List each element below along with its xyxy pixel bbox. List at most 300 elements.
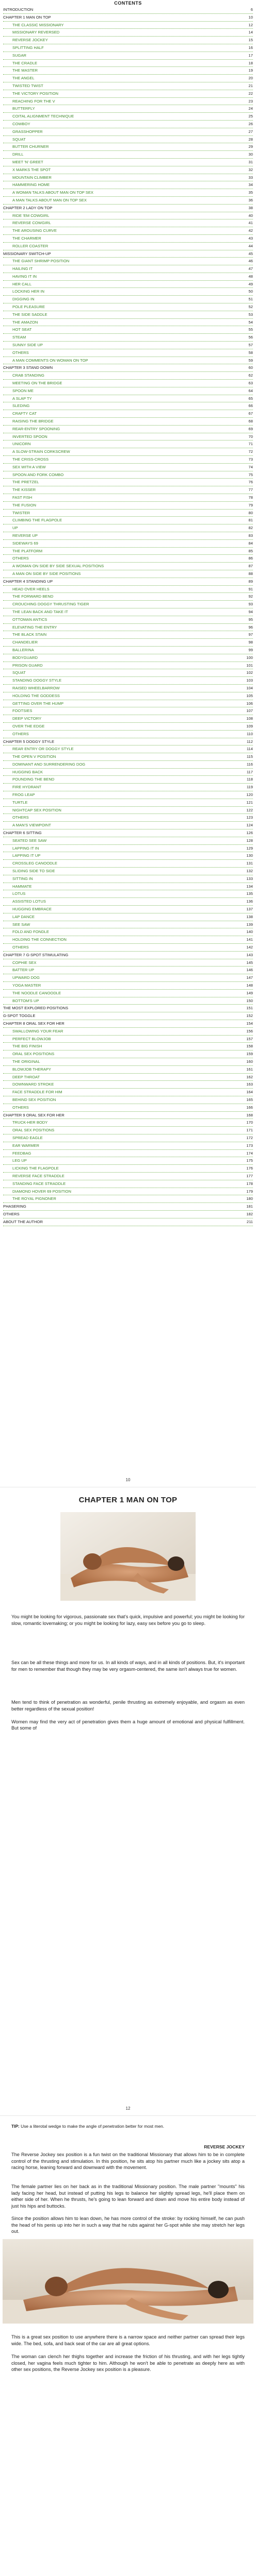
toc-subentry[interactable] bbox=[3, 258, 253, 265]
toc-subentry[interactable] bbox=[3, 159, 253, 166]
toc-entry-page: 122 bbox=[245, 807, 253, 814]
toc-entry-page: 108 bbox=[245, 715, 253, 722]
toc-subentry[interactable] bbox=[3, 273, 253, 281]
toc-subentry[interactable] bbox=[3, 181, 253, 189]
toc-entry-page: 32 bbox=[247, 166, 253, 174]
toc-subentry[interactable] bbox=[3, 265, 253, 273]
toc-entry-title: CHAPTER 9 ORAL SEX FOR HER bbox=[3, 1113, 66, 1117]
toc-subentry[interactable] bbox=[3, 570, 253, 578]
toc-subentry[interactable] bbox=[3, 753, 253, 761]
toc-subentry[interactable] bbox=[3, 928, 253, 936]
toc-subentry[interactable] bbox=[3, 212, 253, 220]
toc-chapter-entry[interactable] bbox=[3, 1005, 253, 1012]
toc-subentry[interactable] bbox=[3, 624, 253, 632]
toc-chapter-entry[interactable] bbox=[3, 829, 253, 837]
toc-subentry[interactable] bbox=[3, 669, 253, 677]
toc-entry-title: CLIMBING THE FLAGPOLE bbox=[12, 518, 63, 522]
toc-entry-title: UNICORN bbox=[12, 442, 32, 446]
toc-entry-title: CRAFTY CAT bbox=[12, 411, 38, 416]
toc-entry-title: SITTING IN bbox=[12, 876, 35, 881]
toc-entry-title: REAR ENTRY OR DOGGY STYLE bbox=[12, 747, 75, 751]
toc-entry-page: 55 bbox=[247, 326, 253, 333]
toc-subentry[interactable] bbox=[3, 1058, 253, 1066]
toc-subentry[interactable] bbox=[3, 868, 253, 875]
toc-subentry[interactable] bbox=[3, 1066, 253, 1074]
toc-entry-title: BUTTERFLY bbox=[12, 106, 37, 111]
toc-subentry[interactable] bbox=[3, 22, 253, 29]
toc-list bbox=[3, 6, 253, 1226]
toc-subentry[interactable] bbox=[3, 288, 253, 296]
toc-entry-page: 96 bbox=[247, 624, 253, 631]
toc-subentry[interactable] bbox=[3, 791, 253, 799]
toc-entry-title: SUGAR bbox=[12, 53, 28, 58]
toc-entry-page: 160 bbox=[245, 1058, 253, 1065]
toc-subentry[interactable] bbox=[3, 387, 253, 395]
toc-entry-title: HER CALL bbox=[12, 282, 33, 286]
toc-entry-page: 150 bbox=[245, 997, 253, 1005]
toc-subentry[interactable] bbox=[3, 334, 253, 342]
toc-entry-page: 114 bbox=[245, 745, 253, 753]
toc-subentry[interactable] bbox=[3, 662, 253, 670]
toc-subentry[interactable] bbox=[3, 75, 253, 82]
toc-subentry[interactable] bbox=[3, 631, 253, 639]
toc-subentry[interactable] bbox=[3, 1096, 253, 1104]
toc-subentry[interactable] bbox=[3, 586, 253, 594]
toc-subentry[interactable] bbox=[3, 52, 253, 60]
toc-entry-title: BOTTOM'S UP bbox=[12, 998, 41, 1003]
toc-entry-page: 136 bbox=[245, 898, 253, 905]
toc-subentry[interactable] bbox=[3, 510, 253, 517]
toc-subentry[interactable] bbox=[3, 426, 253, 433]
toc-entry-page: 149 bbox=[245, 990, 253, 997]
toc-chapter-entry[interactable] bbox=[3, 1020, 253, 1028]
toc-chapter-entry[interactable] bbox=[3, 1211, 253, 1218]
toc-entry-title: OTTOMAN ANTICS bbox=[12, 617, 49, 622]
toc-subentry[interactable] bbox=[3, 860, 253, 868]
toc-entry-title: MEETING ON THE BRIDGE bbox=[12, 381, 63, 385]
toc-entry-title: THE NOODLE CANOODLE bbox=[12, 991, 62, 995]
toc-subentry[interactable] bbox=[3, 1119, 253, 1127]
toc-subentry[interactable] bbox=[3, 502, 253, 510]
toc-chapter-entry[interactable] bbox=[3, 1112, 253, 1120]
toc-entry-title: BEHIND SEX POSITION bbox=[12, 1097, 57, 1102]
toc-entry-title: ABOUT THE AUTHOR bbox=[3, 1219, 44, 1224]
toc-subentry[interactable] bbox=[3, 121, 253, 128]
toc-subentry[interactable] bbox=[3, 113, 253, 121]
toc-entry-page: 62 bbox=[247, 372, 253, 379]
toc-subentry[interactable] bbox=[3, 494, 253, 502]
toc-entry-title: TWISTER bbox=[12, 511, 31, 515]
toc-entry-title: HAVING IT IN bbox=[12, 274, 38, 279]
toc-subentry[interactable] bbox=[3, 967, 253, 974]
toc-entry-page: 10 bbox=[247, 14, 253, 21]
couple-photo-illustration bbox=[60, 1512, 196, 1601]
toc-subentry[interactable] bbox=[3, 227, 253, 235]
toc-entry-title: DOWNWARD STROKE bbox=[12, 1082, 55, 1087]
toc-entry-title: A SLAP TY bbox=[12, 396, 34, 401]
toc-chapter-entry[interactable] bbox=[3, 578, 253, 586]
toc-subentry[interactable] bbox=[3, 837, 253, 845]
toc-entry-page: 60 bbox=[247, 364, 253, 371]
toc-subentry[interactable] bbox=[3, 448, 253, 456]
toc-entry-page: 172 bbox=[245, 1134, 253, 1142]
tip-text: Use a literotal wedge to make the angle of penetration better for most men. bbox=[21, 2124, 165, 2129]
toc-entry-page: 105 bbox=[245, 692, 253, 700]
toc-entry-title: THE VICTORY POSITION bbox=[12, 91, 60, 96]
toc-subentry[interactable] bbox=[3, 296, 253, 303]
toc-entry-title: CRAB STANDING bbox=[12, 373, 46, 378]
toc-entry-page: 73 bbox=[247, 456, 253, 463]
toc-entry-page: 98 bbox=[247, 639, 253, 646]
toc-entry-title: ELEVATING THE ENTRY bbox=[12, 625, 58, 630]
toc-subentry[interactable] bbox=[3, 151, 253, 159]
toc-entry-page: 91 bbox=[247, 586, 253, 593]
toc-entry-title: FOOTSIES bbox=[12, 708, 34, 713]
toc-subentry[interactable] bbox=[3, 517, 253, 524]
toc-entry-page: 102 bbox=[245, 669, 253, 676]
toc-subentry[interactable] bbox=[3, 395, 253, 403]
toc-entry-page: 77 bbox=[247, 486, 253, 494]
toc-entry-title: DEEP VICTORY bbox=[12, 716, 43, 721]
toc-subentry[interactable] bbox=[3, 807, 253, 815]
toc-subentry[interactable] bbox=[3, 281, 253, 289]
toc-subentry[interactable] bbox=[3, 593, 253, 601]
toc-subentry[interactable] bbox=[3, 105, 253, 113]
toc-entry-title: THE AMAZON bbox=[12, 320, 39, 325]
toc-entry-title: REVERSE COWGIRL bbox=[12, 221, 53, 225]
toc-subentry[interactable] bbox=[3, 440, 253, 448]
toc-entry-title: LAPPING IT IN bbox=[12, 846, 40, 851]
toc-subentry[interactable] bbox=[3, 243, 253, 250]
toc-entry-page: 166 bbox=[245, 1104, 253, 1111]
toc-entry-title: DEEP THROAT bbox=[12, 1075, 41, 1079]
toc-entry-page: 168 bbox=[245, 1112, 253, 1119]
toc-subentry[interactable] bbox=[3, 402, 253, 410]
toc-subentry[interactable] bbox=[3, 685, 253, 692]
toc-subentry[interactable] bbox=[3, 959, 253, 967]
toc-entry-page: 154 bbox=[245, 1020, 253, 1027]
toc-entry-page: 157 bbox=[245, 1036, 253, 1043]
toc-entry-page: 22 bbox=[247, 90, 253, 97]
toc-subentry[interactable] bbox=[3, 563, 253, 570]
toc-subentry[interactable] bbox=[3, 769, 253, 776]
toc-subentry[interactable] bbox=[3, 906, 253, 913]
toc-subentry[interactable] bbox=[3, 1043, 253, 1050]
toc-entry-page: 106 bbox=[245, 700, 253, 707]
toc-entry-title: REVERSE UP bbox=[12, 533, 39, 538]
toc-subentry[interactable] bbox=[3, 707, 253, 715]
toc-entry-title: PERFECT BLOWJOB bbox=[12, 1037, 53, 1041]
toc-subentry[interactable] bbox=[3, 723, 253, 731]
toc-subentry[interactable] bbox=[3, 784, 253, 791]
toc-subentry[interactable] bbox=[3, 913, 253, 921]
toc-entry-title: BLOWJOB THERAPY bbox=[12, 1067, 53, 1072]
toc-entry-title: SIDEWAYS 69 bbox=[12, 541, 40, 546]
toc-entry-title: TWISTED TWIST bbox=[12, 83, 45, 88]
toc-entry-title: OTHERS bbox=[12, 945, 30, 950]
toc-subentry[interactable] bbox=[3, 1195, 253, 1203]
toc-subentry[interactable] bbox=[3, 82, 253, 90]
toc-entry-title: THE PRETZEL bbox=[12, 480, 40, 484]
toc-subentry[interactable] bbox=[3, 1173, 253, 1180]
toc-entry-page: 158 bbox=[245, 1043, 253, 1050]
toc-entry-title: THE AROUSING CURVE bbox=[12, 228, 58, 233]
toc-subentry[interactable] bbox=[3, 982, 253, 990]
toc-entry-title: ROLLER COASTER bbox=[12, 244, 50, 248]
table-of-contents bbox=[3, 0, 253, 1226]
toc-subentry[interactable] bbox=[3, 166, 253, 174]
toc-subentry[interactable] bbox=[3, 944, 253, 952]
toc-subentry[interactable] bbox=[3, 1127, 253, 1134]
toc-subentry[interactable] bbox=[3, 418, 253, 426]
toc-entry-title: HAMMATE bbox=[12, 884, 33, 889]
reverse-jockey-photo bbox=[3, 2239, 253, 2324]
toc-subentry[interactable] bbox=[3, 311, 253, 319]
toc-subentry[interactable] bbox=[3, 990, 253, 997]
toc-subentry[interactable] bbox=[3, 98, 253, 106]
toc-entry-title: CHAPTER 5 DOGGY STYLE bbox=[3, 739, 56, 744]
toc-chapter-entry[interactable] bbox=[3, 250, 253, 258]
toc-subentry[interactable] bbox=[3, 997, 253, 1005]
toc-subentry[interactable] bbox=[3, 616, 253, 624]
toc-entry-page: 131 bbox=[245, 860, 253, 867]
toc-subentry[interactable] bbox=[3, 692, 253, 700]
toc-entry-title: THE MOST EXPLORED POSITIONS bbox=[3, 1006, 70, 1010]
toc-subentry[interactable] bbox=[3, 677, 253, 685]
toc-subentry[interactable] bbox=[3, 1180, 253, 1188]
chapter-paragraph: You might be looking for vigorous, passionate sex that's quick, impulsive and powerful; you might be looking for slow, romantic lovemaking; or you might be looking for lazy, easy sex before you go to sleep. bbox=[11, 1614, 245, 1626]
toc-entry-title: UPWARD DOG bbox=[12, 975, 41, 980]
toc-subentry[interactable] bbox=[3, 898, 253, 906]
toc-subentry[interactable] bbox=[3, 60, 253, 67]
toc-entry-title: LAP DANCE bbox=[12, 914, 36, 919]
toc-subentry[interactable] bbox=[3, 410, 253, 418]
toc-subentry[interactable] bbox=[3, 90, 253, 98]
toc-entry-page: 99 bbox=[247, 647, 253, 654]
toc-subentry[interactable] bbox=[3, 479, 253, 486]
toc-subentry[interactable] bbox=[3, 1028, 253, 1036]
toc-subentry[interactable] bbox=[3, 1188, 253, 1196]
toc-subentry[interactable] bbox=[3, 890, 253, 898]
section-paragraph: This is a great sex position to use anywhere there is a narrow space and neither partner can spread their legs wide. The bed, sofa, and back seat of the car are all great options. bbox=[11, 2334, 245, 2346]
toc-subentry[interactable] bbox=[3, 715, 253, 723]
toc-subentry[interactable] bbox=[3, 875, 253, 883]
toc-entry-page: 15 bbox=[247, 37, 253, 44]
toc-subentry[interactable] bbox=[3, 852, 253, 860]
toc-entry-page: 85 bbox=[247, 548, 253, 555]
toc-subentry[interactable] bbox=[3, 303, 253, 311]
toc-subentry[interactable] bbox=[3, 342, 253, 349]
toc-entry-title: THE MASTER bbox=[12, 68, 39, 73]
toc-subentry[interactable] bbox=[3, 974, 253, 982]
toc-subentry[interactable] bbox=[3, 1157, 253, 1165]
toc-entry-page: 48 bbox=[247, 273, 253, 280]
toc-entry-page: 23 bbox=[247, 98, 253, 105]
toc-entry-title: OTHERS bbox=[12, 815, 30, 820]
toc-entry-title: CHAPTER 4 STANDING UP bbox=[3, 579, 54, 584]
toc-entry-page: 135 bbox=[245, 890, 253, 897]
toc-entry-page: 130 bbox=[245, 852, 253, 859]
toc-subentry[interactable] bbox=[3, 37, 253, 44]
toc-chapter-entry[interactable] bbox=[3, 205, 253, 212]
toc-entry-page: 71 bbox=[247, 440, 253, 448]
toc-subentry[interactable] bbox=[3, 548, 253, 555]
toc-subentry[interactable] bbox=[3, 532, 253, 540]
toc-entry-title: SUNNY SIDE UP bbox=[12, 343, 44, 347]
toc-entry-title: REAR-ENTRY SPOONING bbox=[12, 427, 61, 431]
toc-entry-page: 104 bbox=[245, 685, 253, 692]
toc-subentry[interactable] bbox=[3, 761, 253, 769]
toc-entry-title: COWBOY bbox=[12, 122, 32, 126]
toc-subentry[interactable] bbox=[3, 524, 253, 532]
toc-entry-title: PRISON GUARD bbox=[12, 663, 44, 668]
toc-entry-title: HOLDING THE GODDESS bbox=[12, 693, 61, 698]
toc-subentry[interactable] bbox=[3, 921, 253, 929]
toc-entry-page: 110 bbox=[245, 731, 253, 738]
chapter-paragraph-text: Men tend to think of penetration as wonderful, penile thrusting as extremely enjoyable, and orgasm as even better regardless of the sexual position! bbox=[11, 1700, 245, 1711]
toc-subentry[interactable] bbox=[3, 608, 253, 616]
toc-entry-page: 69 bbox=[247, 426, 253, 433]
toc-chapter-entry[interactable] bbox=[3, 952, 253, 959]
toc-entry-title: FIRE HYDRANT bbox=[12, 785, 43, 789]
toc-subentry[interactable] bbox=[3, 555, 253, 563]
toc-entry-title: OTHERS bbox=[12, 1105, 30, 1110]
toc-subentry[interactable] bbox=[3, 471, 253, 479]
toc-entry-title: OVER THE EDGE bbox=[12, 724, 46, 728]
toc-subentry[interactable] bbox=[3, 1074, 253, 1081]
section-paragraph: The woman can clench her thighs together and increase the friction of his thrusting, and with her legs tightly closed, her vagina feels much tighter to him. Although he won't be able to penetrate as deeply here as with other sex positions, the Reverse Jockey sex position is a pleasure. bbox=[11, 2354, 245, 2372]
toc-subentry[interactable] bbox=[3, 372, 253, 380]
toc-subentry[interactable] bbox=[3, 143, 253, 151]
toc-subentry[interactable] bbox=[3, 1104, 253, 1112]
toc-subentry[interactable] bbox=[3, 349, 253, 357]
toc-entry-page: 43 bbox=[247, 235, 253, 242]
toc-chapter-entry[interactable] bbox=[3, 738, 253, 746]
toc-subentry[interactable] bbox=[3, 1081, 253, 1089]
toc-subentry[interactable] bbox=[3, 731, 253, 738]
toc-entry-page: 52 bbox=[247, 303, 253, 311]
toc-entry-page: 165 bbox=[245, 1096, 253, 1104]
toc-subentry[interactable] bbox=[3, 1142, 253, 1150]
toc-entry-title: STEAM bbox=[12, 335, 27, 340]
toc-subentry[interactable] bbox=[3, 845, 253, 853]
toc-subentry[interactable] bbox=[3, 1134, 253, 1142]
toc-entry-page: 164 bbox=[245, 1089, 253, 1096]
toc-subentry[interactable] bbox=[3, 219, 253, 227]
toc-subentry[interactable] bbox=[3, 799, 253, 807]
toc-entry-page: 101 bbox=[245, 662, 253, 669]
toc-entry-title: MEET 'N' GREET bbox=[12, 160, 45, 164]
toc-subentry[interactable] bbox=[3, 235, 253, 243]
toc-subentry[interactable] bbox=[3, 433, 253, 441]
toc-subentry[interactable] bbox=[3, 776, 253, 784]
toc-entry-title: A SLOW-STRAIN CORKSCREW bbox=[12, 449, 72, 454]
toc-entry-title: THE BIG FINISH bbox=[12, 1044, 43, 1048]
toc-entry-title: THE GIANT SHRIMP POSITION bbox=[12, 259, 71, 263]
toc-subentry[interactable] bbox=[3, 700, 253, 708]
toc-subentry[interactable] bbox=[3, 197, 253, 205]
toc-subentry[interactable] bbox=[3, 883, 253, 891]
toc-chapter-entry[interactable] bbox=[3, 1203, 253, 1211]
toc-subentry[interactable] bbox=[3, 647, 253, 654]
toc-subentry[interactable] bbox=[3, 29, 253, 37]
toc-entry-page: 123 bbox=[245, 814, 253, 821]
toc-entry-page: 59 bbox=[247, 357, 253, 364]
toc-subentry[interactable] bbox=[3, 1050, 253, 1058]
toc-entry-title: ORAL SEX POSITIONS bbox=[12, 1052, 56, 1056]
toc-subentry[interactable] bbox=[3, 1089, 253, 1096]
toc-entry-page: 50 bbox=[247, 288, 253, 295]
toc-entry-page: 121 bbox=[245, 799, 253, 806]
toc-subentry[interactable] bbox=[3, 319, 253, 327]
toc-entry-page: 93 bbox=[247, 601, 253, 608]
toc-entry-page: 179 bbox=[245, 1188, 253, 1195]
toc-entry-page: 88 bbox=[247, 570, 253, 578]
toc-subentry[interactable] bbox=[3, 601, 253, 608]
toc-subentry[interactable] bbox=[3, 745, 253, 753]
toc-subentry[interactable] bbox=[3, 67, 253, 75]
toc-chapter-entry[interactable] bbox=[3, 6, 253, 14]
toc-subentry[interactable] bbox=[3, 936, 253, 944]
toc-entry-page: 46 bbox=[247, 258, 253, 265]
toc-entry-title: STANDING DOGGY STYLE bbox=[12, 678, 63, 683]
toc-subentry[interactable] bbox=[3, 540, 253, 548]
toc-subentry[interactable] bbox=[3, 1150, 253, 1158]
toc-entry-title: INVERTED SPOON bbox=[12, 434, 49, 439]
toc-entry-title: A MAN'S VIEWPOINT bbox=[12, 823, 53, 827]
toc-subentry[interactable] bbox=[3, 136, 253, 144]
toc-entry-title: THE ANGEL bbox=[12, 76, 36, 80]
toc-subentry[interactable] bbox=[3, 380, 253, 387]
toc-entry-title: SEE SAW bbox=[12, 922, 31, 927]
toc-subentry[interactable] bbox=[3, 174, 253, 182]
toc-entry-title: PHASERING bbox=[3, 1204, 28, 1209]
toc-entry-title: REACHING FOR THE V bbox=[12, 99, 57, 104]
toc-entry-title: SPOON AND FORK COMBO bbox=[12, 472, 65, 477]
toc-subentry[interactable] bbox=[3, 189, 253, 197]
toc-entry-page: 57 bbox=[247, 342, 253, 349]
toc-subentry[interactable] bbox=[3, 326, 253, 334]
toc-subentry[interactable] bbox=[3, 639, 253, 647]
toc-subentry[interactable] bbox=[3, 128, 253, 136]
toc-entry-page: 38 bbox=[247, 205, 253, 212]
toc-subentry[interactable] bbox=[3, 486, 253, 494]
toc-entry-title: G-SPOT TOGGLE bbox=[3, 1013, 37, 1018]
toc-entry-page: 75 bbox=[247, 471, 253, 479]
toc-entry-title: STANDING FACE STRADDLE bbox=[12, 1181, 67, 1186]
toc-subentry[interactable] bbox=[3, 1165, 253, 1173]
toc-entry-title: GETTING OVER THE HUMP bbox=[12, 701, 65, 706]
toc-subentry[interactable] bbox=[3, 654, 253, 662]
toc-chapter-entry[interactable] bbox=[3, 14, 253, 22]
toc-subentry[interactable] bbox=[3, 357, 253, 365]
toc-subentry[interactable] bbox=[3, 814, 253, 822]
toc-entry-title: LAPPING IT UP bbox=[12, 853, 42, 858]
toc-chapter-entry[interactable] bbox=[3, 1218, 253, 1226]
toc-chapter-entry[interactable] bbox=[3, 1012, 253, 1020]
chapter-heading: CHAPTER 1 MAN ON TOP bbox=[78, 1496, 178, 1504]
toc-subentry[interactable] bbox=[3, 456, 253, 464]
toc-subentry[interactable] bbox=[3, 44, 253, 52]
toc-subentry[interactable] bbox=[3, 1036, 253, 1043]
toc-chapter-entry[interactable] bbox=[3, 364, 253, 372]
toc-entry-page: 58 bbox=[247, 349, 253, 357]
toc-entry-title: FACE STRADDLE FOR HIM bbox=[12, 1090, 64, 1094]
toc-entry-page: 109 bbox=[245, 723, 253, 730]
toc-entry-page: 137 bbox=[245, 906, 253, 913]
toc-subentry[interactable] bbox=[3, 822, 253, 829]
toc-subentry[interactable] bbox=[3, 464, 253, 471]
